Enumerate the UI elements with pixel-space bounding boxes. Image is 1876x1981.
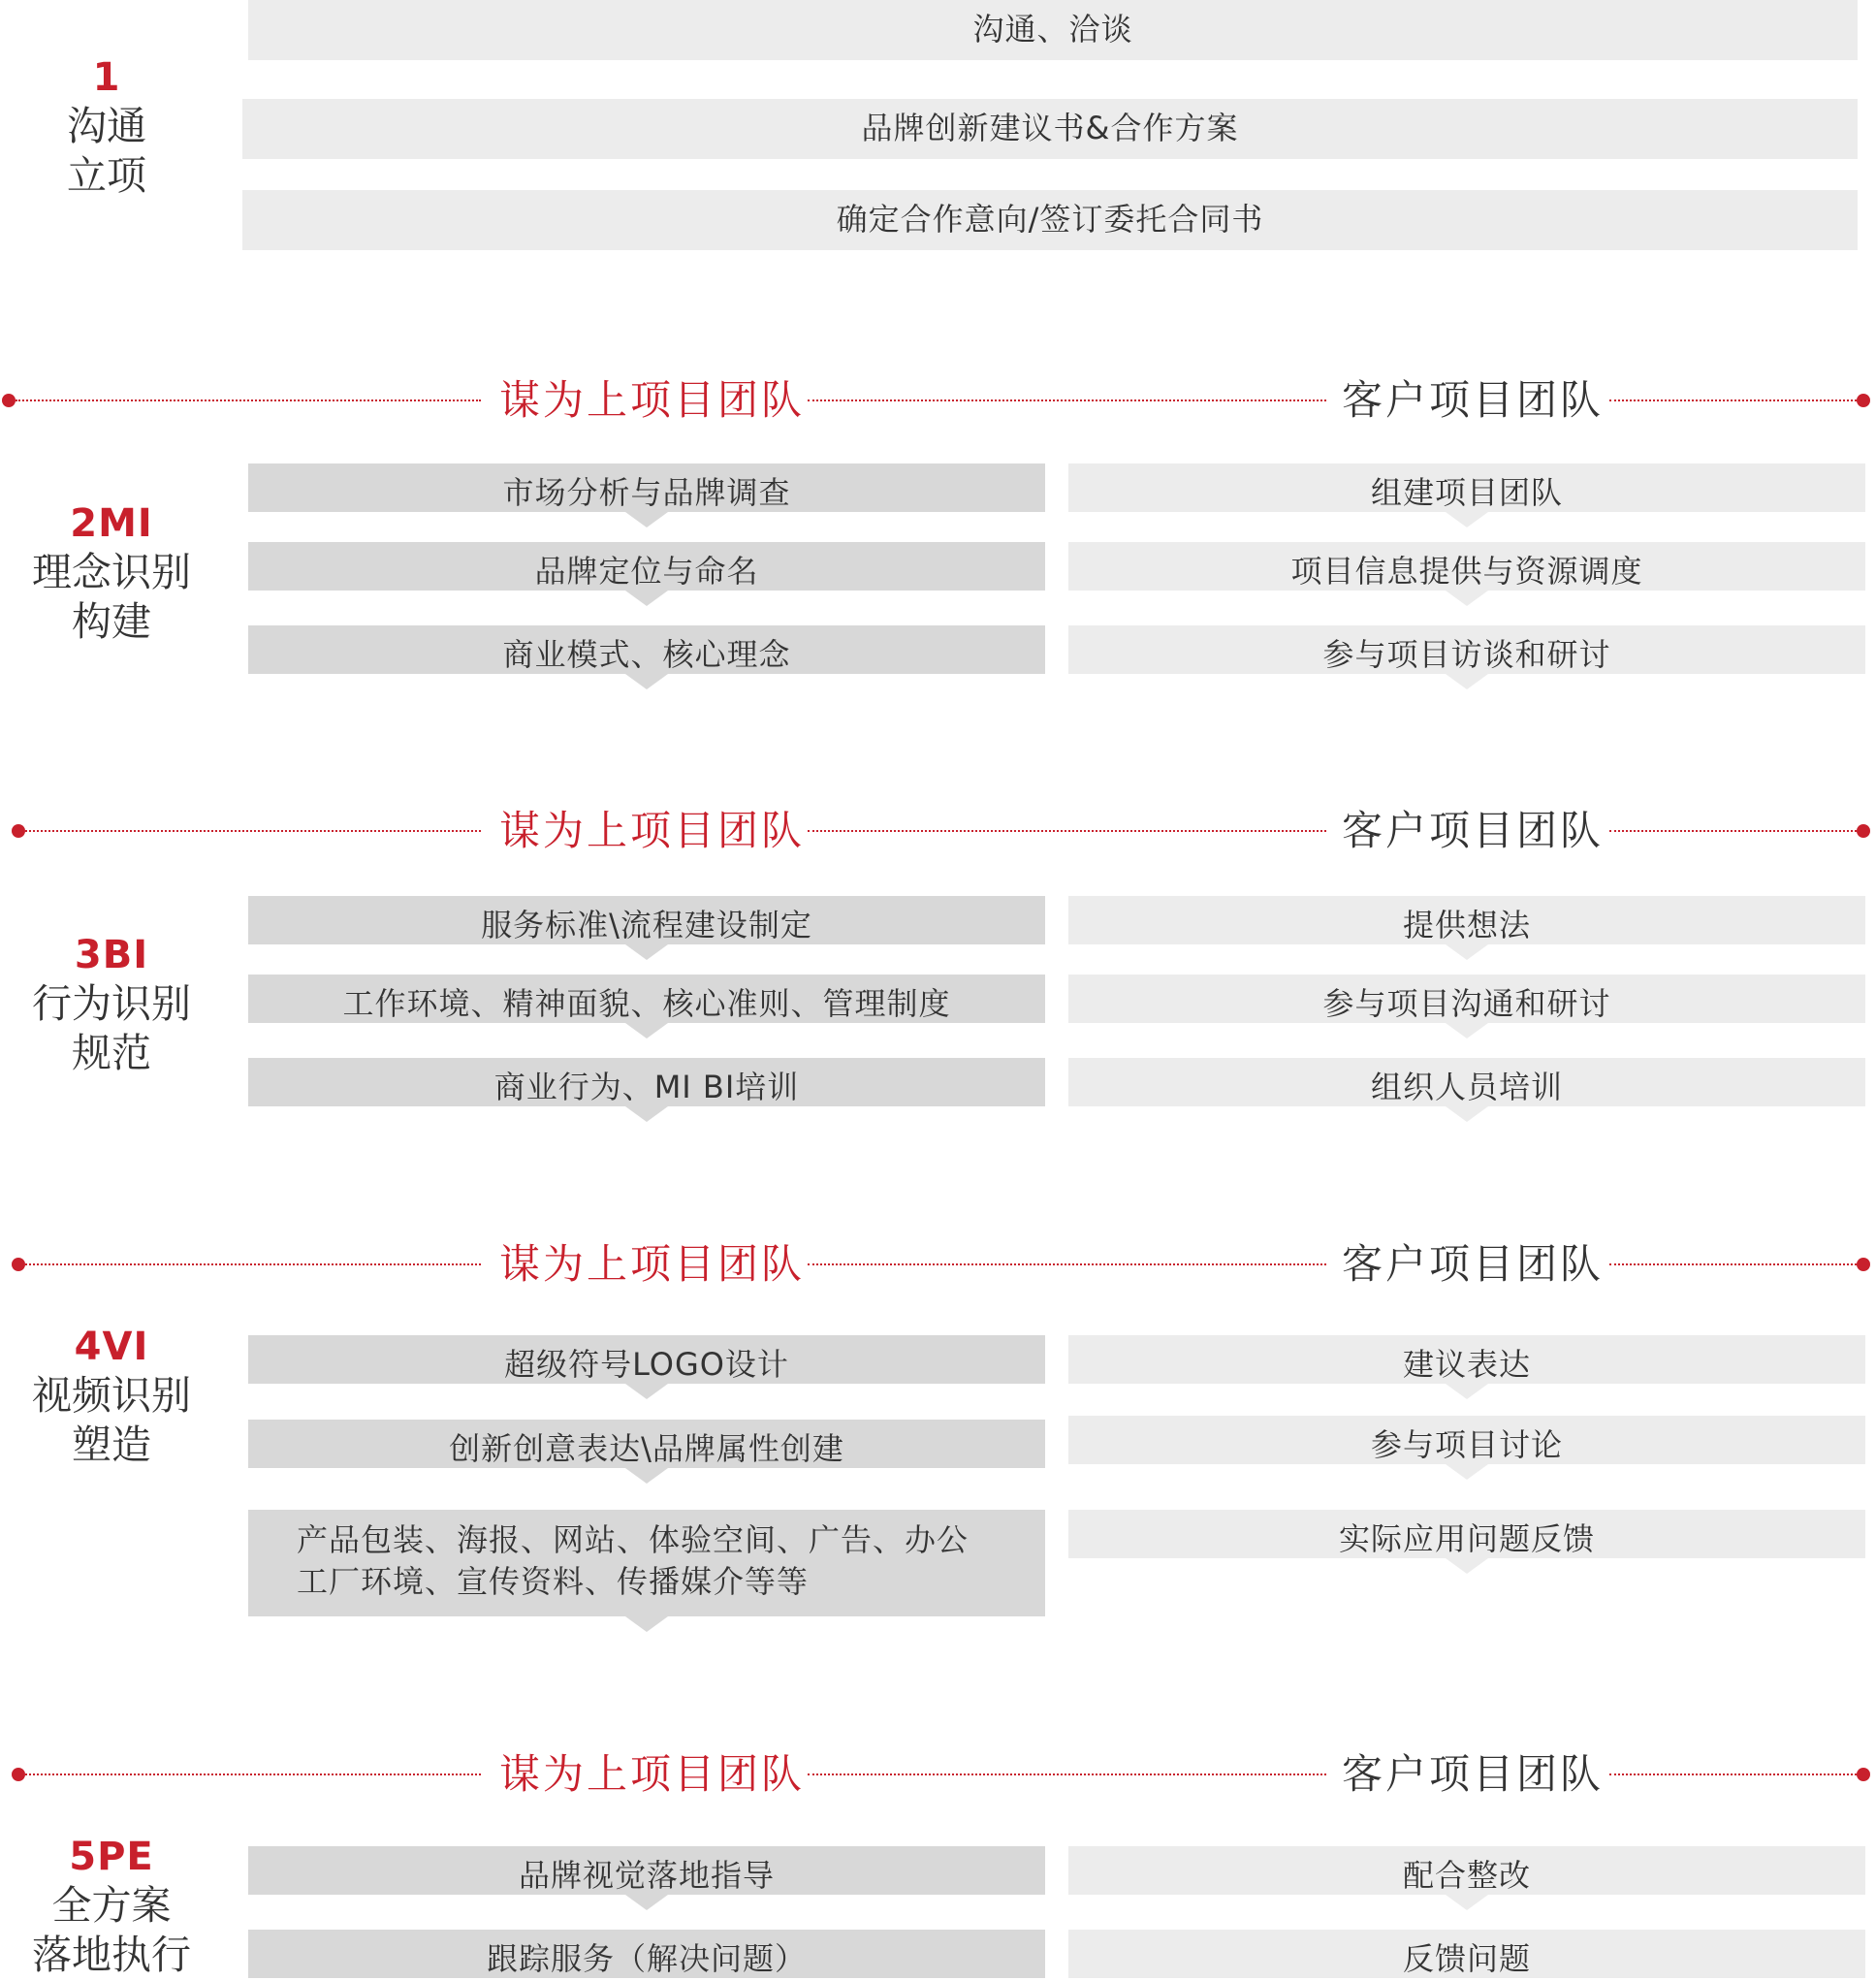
dot-marker-left <box>12 824 25 838</box>
step-bar <box>242 190 1858 250</box>
step-text: 商业模式、核心理念 <box>502 636 791 673</box>
stage-title-line: 沟通 <box>67 103 146 149</box>
client-step-bar <box>1068 975 1865 1023</box>
client-step-bar <box>1068 1510 1865 1558</box>
step-text: 组建项目团队 <box>1370 474 1563 511</box>
step-text: 创新创意表达\品牌属性创建 <box>449 1430 844 1467</box>
stage-number: 2MI <box>70 501 153 546</box>
step-text: 品牌创新建议书&合作方案 <box>861 110 1239 146</box>
our-team-label: 谋为上项目团队 <box>499 376 806 424</box>
stage-number: 1 <box>92 55 121 100</box>
our-team-label: 谋为上项目团队 <box>499 1750 806 1798</box>
step-text: 建议表达 <box>1402 1346 1531 1383</box>
dot-marker-right <box>1857 1768 1870 1781</box>
our-step-bar <box>248 542 1045 591</box>
our-step-bar <box>248 1846 1045 1895</box>
client-step-bar <box>1068 463 1865 512</box>
our-team-label: 谋为上项目团队 <box>499 1240 806 1288</box>
dot-marker-left <box>2 394 16 407</box>
dot-marker-right <box>1857 1258 1870 1271</box>
client-step-bar <box>1068 542 1865 591</box>
down-arrow <box>625 1106 668 1122</box>
down-arrow <box>1446 674 1488 689</box>
dotted-line <box>25 1773 481 1775</box>
step-text: 组织人员培训 <box>1370 1069 1563 1105</box>
down-arrow <box>1446 1895 1488 1910</box>
step-text: 商业行为、MI BI培训 <box>493 1069 800 1105</box>
step-text: 品牌定位与命名 <box>534 553 759 590</box>
stage-title-line: 视频识别 <box>32 1372 191 1419</box>
step-text: 产品包装、海报、网站、体验空间、广告、办公 工厂环境、宣传资料、传播媒介等等 <box>297 1521 970 1600</box>
our-team-label: 谋为上项目团队 <box>499 807 806 854</box>
step-text: 超级符号LOGO设计 <box>504 1346 789 1383</box>
step-text: 参与项目沟通和研讨 <box>1322 985 1611 1022</box>
step-text: 品牌视觉落地指导 <box>518 1857 775 1894</box>
stage-number: 5PE <box>69 1835 154 1879</box>
dotted-line <box>808 830 1326 832</box>
dotted-line <box>1609 830 1857 832</box>
step-text: 服务标准\流程建设制定 <box>481 907 812 943</box>
down-arrow <box>1446 591 1488 606</box>
down-arrow <box>1446 1464 1488 1480</box>
down-arrow <box>625 1023 668 1038</box>
stage-title-line: 构建 <box>72 598 151 646</box>
client-team-label: 客户项目团队 <box>1342 1750 1605 1798</box>
our-step-bar <box>248 1058 1045 1106</box>
our-step-bar <box>248 896 1045 944</box>
step-text: 提供想法 <box>1402 907 1531 943</box>
our-step-bar <box>248 463 1045 512</box>
down-arrow <box>625 674 668 689</box>
stage-1-label <box>0 53 213 202</box>
stage-title-line: 落地执行 <box>32 1932 191 1979</box>
step-text: 配合整改 <box>1402 1857 1531 1894</box>
down-arrow <box>625 512 668 527</box>
dot-marker-left <box>12 1768 25 1781</box>
client-step-bar <box>1068 1335 1865 1384</box>
our-step-bar <box>248 975 1045 1023</box>
stage-title-line: 塑造 <box>72 1422 151 1469</box>
down-arrow <box>625 1895 668 1910</box>
dot-marker-left <box>12 1258 25 1271</box>
stage-title-line: 立项 <box>67 152 146 200</box>
step-text: 项目信息提供与资源调度 <box>1290 553 1643 590</box>
dotted-line <box>1609 1263 1857 1265</box>
dotted-line <box>808 399 1326 401</box>
stage-title-line: 行为识别 <box>32 980 191 1027</box>
step-text: 实际应用问题反馈 <box>1338 1520 1595 1557</box>
dot-marker-right <box>1857 394 1870 407</box>
dotted-line <box>16 399 481 401</box>
down-arrow <box>1446 1106 1488 1122</box>
step-text: 参与项目讨论 <box>1370 1426 1563 1463</box>
stage-3-label <box>0 931 223 1079</box>
dotted-line <box>1609 399 1857 401</box>
stage-title-line: 规范 <box>72 1030 151 1077</box>
team-header-row <box>0 1745 1876 1804</box>
down-arrow <box>1446 1558 1488 1574</box>
down-arrow <box>625 1616 668 1632</box>
dotted-line <box>25 830 481 832</box>
client-step-bar <box>1068 1846 1865 1895</box>
client-step-bar <box>1068 625 1865 674</box>
step-text: 确定合作意向/签订委托合同书 <box>836 201 1264 238</box>
stage-number: 4VI <box>74 1325 149 1369</box>
down-arrow <box>1446 512 1488 527</box>
dot-marker-right <box>1857 824 1870 838</box>
stage-number: 3BI <box>74 933 149 977</box>
down-arrow <box>625 591 668 606</box>
step-bar <box>242 99 1858 159</box>
stage-5-label <box>0 1833 223 1981</box>
step-text: 跟踪服务（解决问题） <box>486 1940 807 1977</box>
dotted-line <box>808 1773 1326 1775</box>
team-header-row <box>0 371 1876 430</box>
our-step-bar <box>248 1510 1045 1616</box>
client-step-bar <box>1068 896 1865 944</box>
step-text: 反馈问题 <box>1402 1940 1531 1977</box>
dotted-line <box>1609 1773 1857 1775</box>
down-arrow <box>1446 944 1488 960</box>
our-step-bar <box>248 625 1045 674</box>
team-header-row <box>0 1235 1876 1294</box>
our-step-bar <box>248 1930 1045 1978</box>
down-arrow <box>625 1384 668 1399</box>
client-team-label: 客户项目团队 <box>1342 1240 1605 1288</box>
client-step-bar <box>1068 1930 1865 1978</box>
step-bar <box>248 0 1858 60</box>
stage-title-line: 理念识别 <box>32 549 191 595</box>
our-step-bar <box>248 1420 1045 1468</box>
team-header-row <box>0 802 1876 860</box>
dotted-line <box>25 1263 481 1265</box>
down-arrow <box>625 944 668 960</box>
client-step-bar <box>1068 1058 1865 1106</box>
stage-2-label <box>0 499 223 648</box>
client-step-bar <box>1068 1416 1865 1464</box>
down-arrow <box>1446 1023 1488 1038</box>
stage-4-label <box>0 1323 223 1471</box>
step-text: 工作环境、精神面貌、核心准则、管理制度 <box>342 985 951 1022</box>
step-text: 沟通、洽谈 <box>972 11 1133 48</box>
stage-title-line: 全方案 <box>51 1882 172 1929</box>
our-step-bar <box>248 1335 1045 1384</box>
step-text: 市场分析与品牌调查 <box>502 474 791 511</box>
dotted-line <box>808 1263 1326 1265</box>
down-arrow <box>1446 1384 1488 1399</box>
client-team-label: 客户项目团队 <box>1342 807 1605 854</box>
client-team-label: 客户项目团队 <box>1342 376 1605 424</box>
down-arrow <box>625 1468 668 1484</box>
step-text: 参与项目访谈和研讨 <box>1322 636 1611 673</box>
